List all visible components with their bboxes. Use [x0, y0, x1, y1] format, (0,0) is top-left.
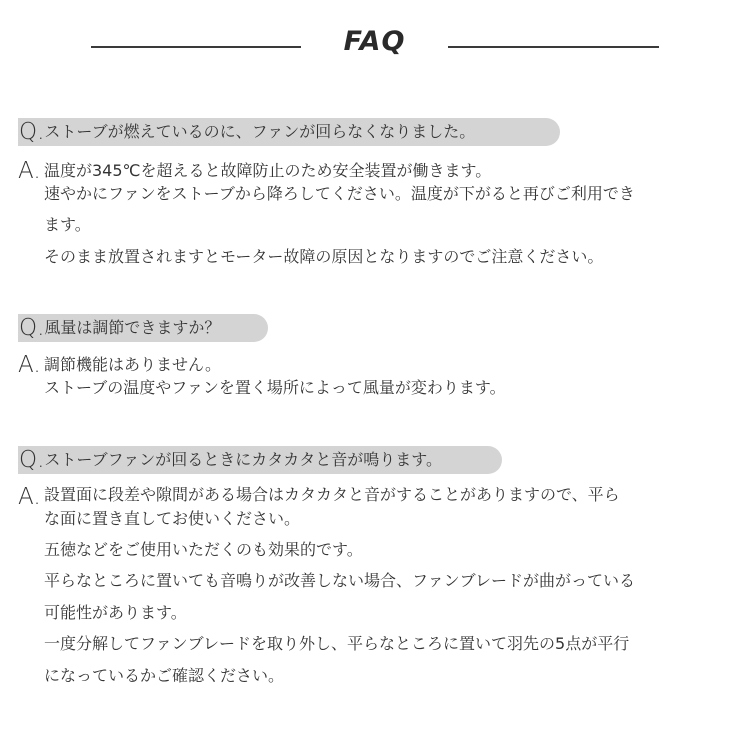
answer-line: ます。 — [44, 215, 91, 234]
question-bar — [18, 446, 502, 474]
answer-line: ストーブの温度やファンを置く場所によって風量が変わります。 — [44, 378, 506, 397]
answer-line: 設置面に段差や隙間がある場合はカタカタと音がすることがありますので、平ら — [44, 485, 620, 504]
answer-line: 一度分解してファンブレードを取り外し、平らなところに置いて羽先の5点が平行 — [44, 634, 630, 653]
question-marker: Q. — [19, 447, 45, 473]
question-marker: Q. — [19, 315, 45, 341]
answer-line: 温度が345℃を超えると故障防止のため安全装置が働きます。 — [44, 161, 492, 180]
question-text: ストーブが燃えているのに、ファンが回らなくなりました。 — [44, 122, 476, 141]
header-rule-left — [91, 46, 301, 48]
page-title: FAQ — [343, 26, 406, 57]
question-text: ストーブファンが回るときにカタカタと音が鳴ります。 — [44, 450, 443, 469]
answer-line: 五徳などをご使用いただくのも効果的です。 — [44, 540, 363, 559]
header-rule-right — [448, 46, 659, 48]
answer-line: 平らなところに置いても音鳴りが改善しない場合、ファンブレードが曲がっている — [44, 571, 636, 590]
question-bar — [18, 118, 560, 146]
answer-line: な面に置き直してお使いください。 — [44, 509, 301, 528]
answer-line: そのまま放置されますとモーター故障の原因となりますのでご注意ください。 — [44, 247, 604, 266]
question-bar — [18, 314, 268, 342]
question-marker: Q. — [19, 119, 45, 145]
answer-line: 速やかにファンをストーブから降ろしてください。温度が下がると再びご利用でき — [44, 184, 635, 203]
question-text: 風量は調節できますか？ — [44, 318, 221, 337]
answer-marker: A. — [18, 484, 41, 510]
answer-marker: A. — [18, 352, 41, 378]
answer-marker: A. — [18, 158, 41, 184]
answer-line: になっているかご確認ください。 — [44, 666, 285, 685]
faq-header — [0, 22, 750, 70]
answer-line: 調節機能はありません。 — [44, 355, 221, 374]
answer-line: 可能性があります。 — [44, 603, 187, 622]
